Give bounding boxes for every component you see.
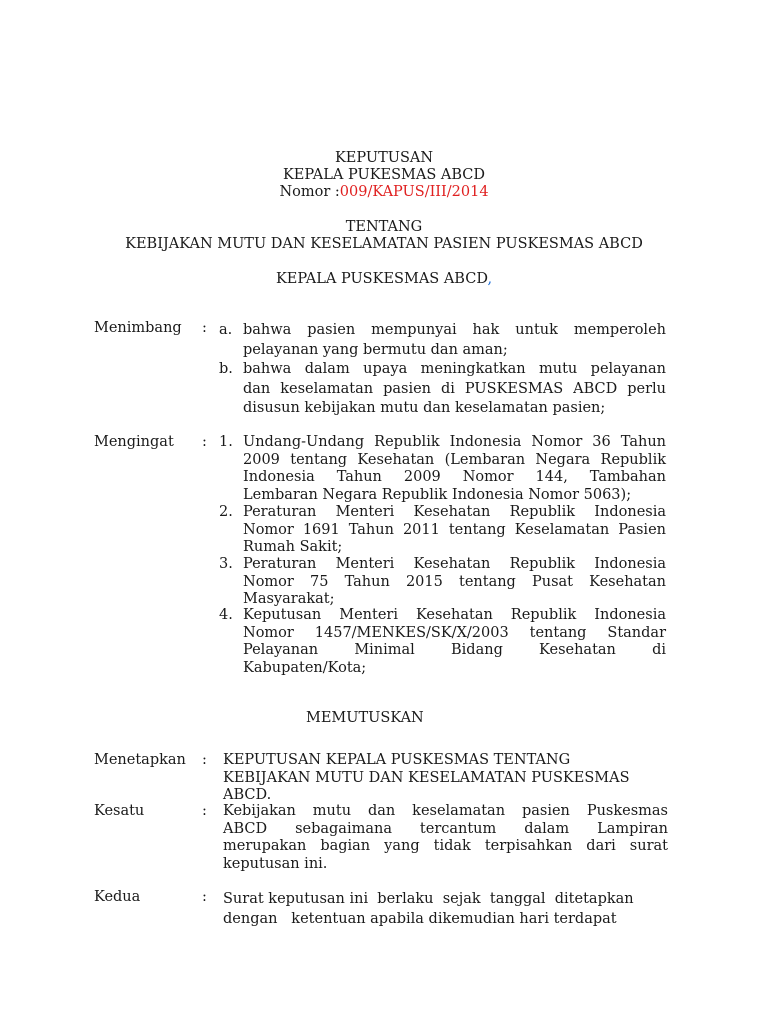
mengingat-item-1 — [219, 434, 666, 504]
list-marker: 3. — [219, 556, 233, 572]
mengingat-1-line-4: Lembaran Negara Republik Indonesia Nomor 5063); — [243, 486, 632, 503]
menimbang-b-line-3: disusun kebijakan mutu dan keselamatan pasien; — [243, 400, 606, 416]
mengingat-3-line-1: Peraturan Menteri Kesehatan Republik Indonesia — [243, 556, 666, 572]
kesatu-line-1: Kebijakan mutu dan keselamatan pasien Puskesmas — [223, 803, 668, 819]
mengingat-colon: : — [202, 434, 207, 450]
kedua-label: Kedua — [94, 889, 141, 905]
mengingat-2-line-2: Nomor 1691 Tahun 2011 tentang Keselamatan Pasien — [243, 521, 666, 538]
document-subtitle: KEPALA PUKESMAS ABCD — [282, 167, 486, 183]
mengingat-3-line-2: Nomor 75 Tahun 2015 tentang Pusat Kesehatan — [243, 573, 666, 590]
kesatu-line-3: merupakan bagian yang tidak terpisahkan dari surat — [223, 838, 668, 854]
kedua-text — [223, 889, 668, 929]
document-number-label: Nomor : — [279, 184, 340, 200]
kepala-heading — [0, 271, 768, 288]
menetapkan-text — [223, 752, 668, 805]
kesatu-text — [223, 803, 668, 873]
list-marker: a. — [219, 322, 233, 338]
menetapkan-label: Menetapkan — [94, 752, 186, 768]
document-title: KEPUTUSAN — [334, 150, 434, 166]
menimbang-item-a — [219, 320, 666, 360]
mengingat-4-line-4: Kabupaten/Kota; — [243, 659, 367, 676]
kepala-comma: , — [487, 271, 493, 287]
menimbang-b-line-2: dan keselamatan pasien di PUSKESMAS ABCD perlu — [243, 380, 666, 397]
mengingat-4-line-1: Keputusan Menteri Kesehatan Republik Indonesia — [243, 607, 666, 623]
memutuskan-heading: MEMUTUSKAN — [306, 710, 424, 726]
menetapkan-line-1: KEPUTUSAN KEPALA PUSKESMAS TENTANG — [223, 752, 571, 768]
mengingat-2-line-1: Peraturan Menteri Kesehatan Republik Indonesia — [243, 504, 666, 520]
kesatu-line-2: ABCD sebagaimana tercantum dalam Lampiran — [223, 820, 668, 837]
mengingat-1-line-1: Undang-Undang Republik Indonesia Nomor 36 Tahun — [243, 434, 666, 450]
kesatu-colon: : — [202, 803, 207, 819]
mengingat-4-line-3: Pelayanan Minimal Bidang Kesehatan di — [243, 642, 666, 658]
mengingat-4-line-2: Nomor 1457/MENKES/SK/X/2003 tentang Standar — [243, 624, 666, 641]
menimbang-label: Menimbang — [94, 320, 182, 336]
kesatu-label: Kesatu — [94, 803, 145, 819]
menimbang-colon: : — [202, 320, 207, 336]
list-marker: 4. — [219, 607, 233, 623]
menimbang-a-line-1: bahwa pasien mempunyai hak untuk memperoleh — [243, 322, 666, 338]
mengingat-item-4 — [219, 607, 666, 677]
document-number-value: 009/KAPUS/III/2014 — [339, 184, 489, 200]
document-topic: KEBIJAKAN MUTU DAN KESELAMATAN PASIEN PUSKESMAS ABCD — [125, 236, 643, 252]
menetapkan-line-2: KEBIJAKAN MUTU DAN KESELAMATAN PUSKESMAS — [223, 769, 630, 786]
kesatu-line-4: keputusan ini. — [223, 855, 328, 872]
mengingat-label: Mengingat — [94, 434, 174, 450]
kepala-text: KEPALA PUSKESMAS ABCD — [275, 271, 488, 287]
list-marker: b. — [219, 361, 233, 377]
mengingat-2-line-3: Rumah Sakit; — [243, 539, 343, 555]
menetapkan-colon: : — [202, 752, 207, 768]
menetapkan-line-3: ABCD. — [223, 787, 272, 803]
mengingat-item-3 — [219, 556, 666, 609]
mengingat-1-line-3: Indonesia Tahun 2009 Nomor 144, Tambahan — [243, 469, 666, 485]
menimbang-item-b — [219, 360, 666, 419]
mengingat-1-line-2: 2009 tentang Kesehatan (Lembaran Negara Republik — [243, 451, 666, 468]
document-number — [0, 184, 768, 201]
kedua-line-1: Surat keputusan ini berlaku sejak tanggal ditetapkan — [223, 891, 634, 907]
kedua-colon: : — [202, 889, 207, 905]
mengingat-3-line-3: Masyarakat; — [243, 591, 335, 607]
kedua-line-2: dengan ketentuan apabila dikemudian hari terdapat — [223, 911, 617, 927]
menimbang-b-line-1: bahwa dalam upaya meningkatkan mutu pelayanan — [243, 361, 666, 377]
list-marker: 2. — [219, 504, 233, 520]
menimbang-a-line-2: pelayanan yang bermutu dan aman; — [243, 342, 508, 358]
tentang-heading: TENTANG — [345, 219, 423, 235]
mengingat-item-2 — [219, 504, 666, 557]
list-marker: 1. — [219, 434, 233, 450]
